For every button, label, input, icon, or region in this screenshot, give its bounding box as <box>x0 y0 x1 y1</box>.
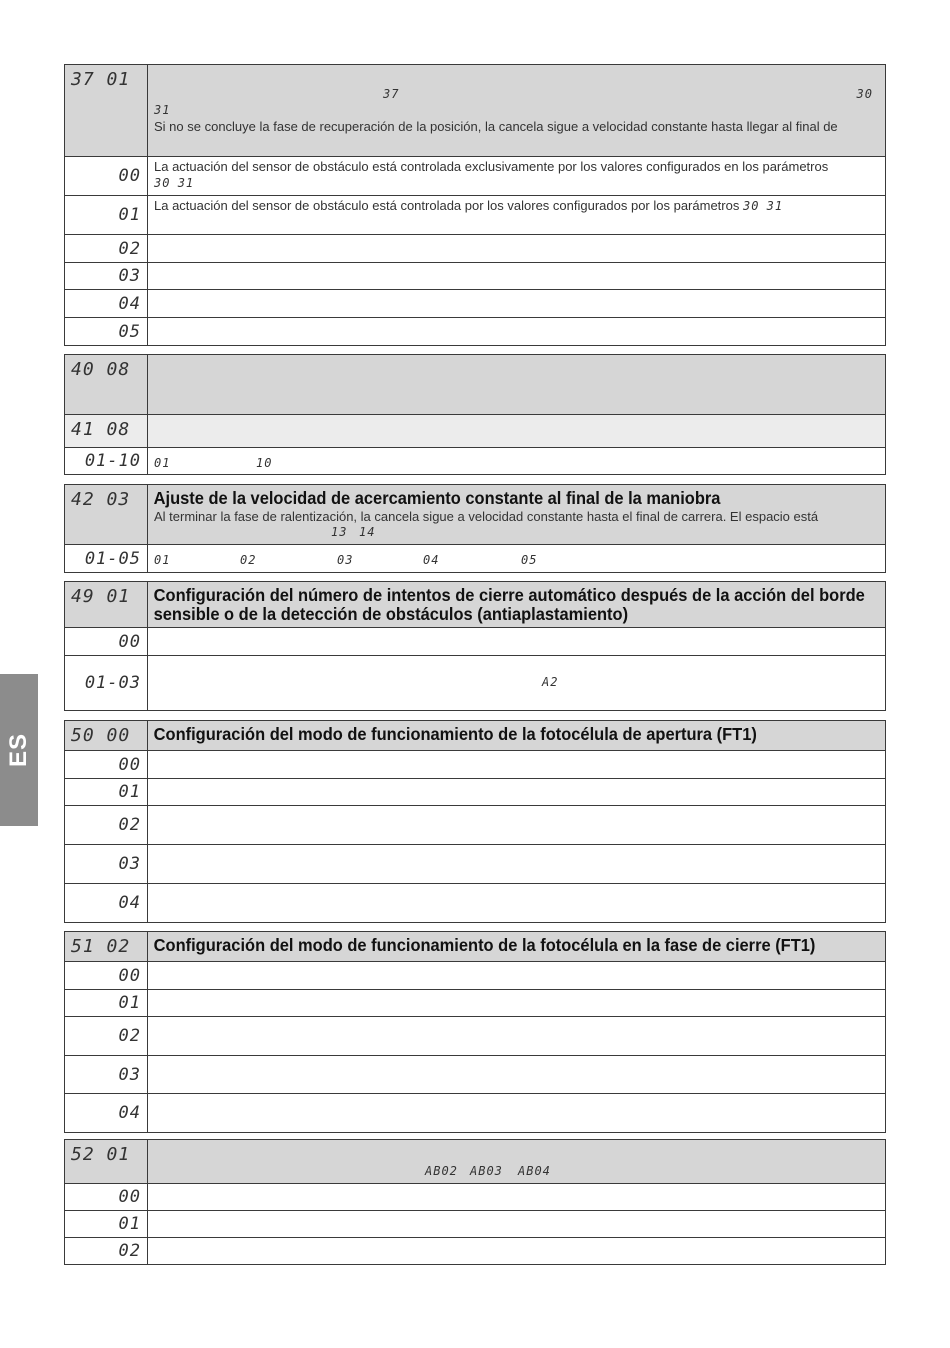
value-01: 01 <box>65 196 148 235</box>
value-00: 00 <box>65 962 148 990</box>
value-01-description: La actuación del sensor de obstáculo está controlada por los valores configurados por los parámetros 30 31 <box>148 196 886 235</box>
value-03: 03 <box>65 845 148 884</box>
value-range-01-10: 01-10 <box>65 448 148 475</box>
ref-37: 37 <box>383 87 400 101</box>
value-04: 04 <box>65 290 148 318</box>
value-01: 01 <box>65 1211 148 1238</box>
value-03: 03 <box>65 1056 148 1094</box>
param-50-title: Configuración del modo de funcionamiento de la fotocélula de apertura (FT1) <box>153 724 757 744</box>
param-code-52: 52 01 <box>65 1140 148 1184</box>
value-04: 04 <box>65 1094 148 1133</box>
value-00-description: La actuación del sensor de obstáculo está controlada exclusivamente por los valores configurados en los parámetros 30 31 <box>148 157 886 196</box>
param-51-title: Configuración del modo de funcionamiento de la fotocélula en la fase de cierre (FT1) <box>153 935 816 955</box>
value-00: 00 <box>65 751 148 779</box>
param-code-50: 50 00 <box>65 721 148 751</box>
ref-ab04: AB04 <box>518 1164 551 1178</box>
param-code-41: 41 08 <box>65 415 148 448</box>
ref-ab03: AB03 <box>470 1164 503 1178</box>
param-37-desc-line: Si no se concluye la fase de recuperación de la posición, la cancela sigue a velocidad constante hasta llegar al final de <box>154 119 838 134</box>
value-00: 00 <box>65 628 148 656</box>
ref-31: 31 <box>154 103 171 117</box>
value-01: 01 <box>65 779 148 806</box>
value-04: 04 <box>65 884 148 923</box>
param-code-40: 40 08 <box>65 355 148 415</box>
value-range-01-03: 01-03 <box>65 656 148 711</box>
param-code-51: 51 02 <box>65 932 148 962</box>
value-00: 00 <box>65 157 148 196</box>
param-code-37: 37 01 <box>65 65 148 157</box>
value-03: 03 <box>65 263 148 290</box>
value-05: 05 <box>65 318 148 346</box>
param-42-title: Ajuste de la velocidad de acercamiento constante al final de la maniobra <box>153 488 721 508</box>
param-code-49: 49 01 <box>65 582 148 628</box>
ref-a2: A2 <box>542 675 559 689</box>
param-37-description <box>148 65 886 157</box>
param-49-title: Configuración del número de intentos de cierre automático después de la acción del borde sensible o de la detección de obstáculos (antiaplastamiento) <box>153 585 865 624</box>
param-42-table: 42 03 Ajuste de la velocidad de acercamiento constante al final de la maniobra Al terminar la fase de ralentización, la cancela sigue a velocidad constante hasta el final de carrera. El espacio está 13 14 01-05 01 02 03 04 05 <box>64 484 886 573</box>
param-52-table <box>64 1139 886 1265</box>
param-code-42: 42 03 <box>65 485 148 545</box>
value-02: 02 <box>65 806 148 845</box>
value-00: 00 <box>65 1184 148 1211</box>
value-02: 02 <box>65 235 148 263</box>
param-51-table <box>64 931 886 1133</box>
ref-30: 30 <box>856 87 873 101</box>
value-01: 01 <box>65 990 148 1017</box>
param-50-table <box>64 720 886 923</box>
language-tab-label: ES <box>4 732 32 768</box>
ref-ab02: AB02 <box>425 1164 458 1178</box>
value-02: 02 <box>65 1238 148 1265</box>
param-42-desc: Al terminar la fase de ralentización, la cancela sigue a velocidad constante hasta el final de carrera. El espacio está <box>154 509 819 524</box>
param-37-table <box>64 64 886 346</box>
value-range-01-05: 01-05 <box>65 545 148 573</box>
value-02: 02 <box>65 1017 148 1056</box>
param-40-table: 40 08 41 08 01-10 01 10 <box>64 354 886 475</box>
language-tab <box>0 674 38 826</box>
param-49-table <box>64 581 886 711</box>
